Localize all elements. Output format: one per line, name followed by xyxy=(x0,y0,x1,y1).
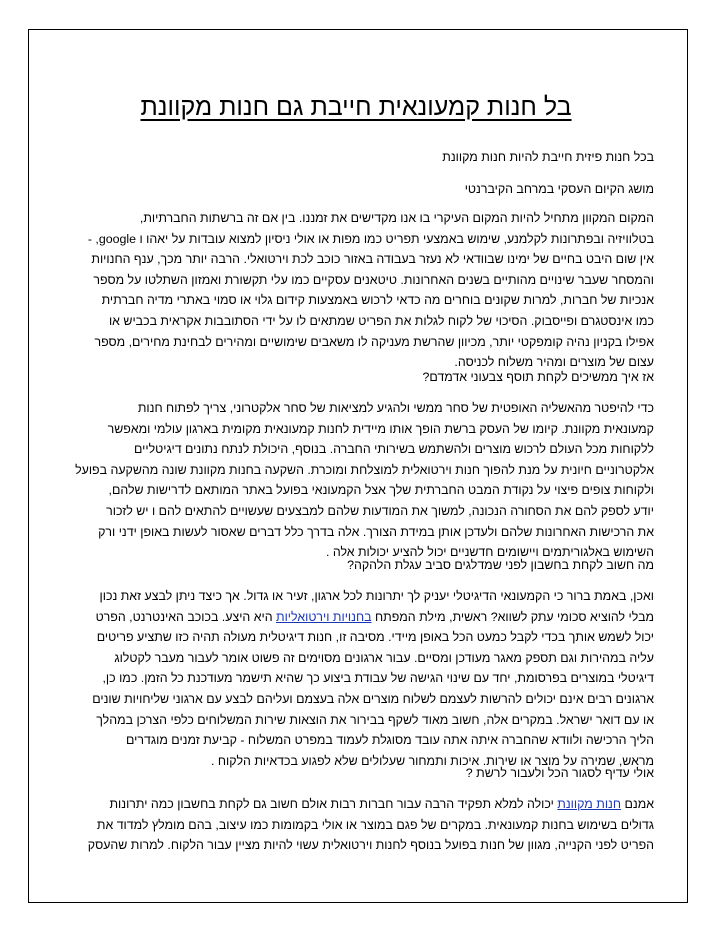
text-line: כמו אינסטגרם ופייסבוק. הסיכוי של לקוח לגלות את הפריט שמתאים לו על ידי הסתובבות אקראית בכביש או xyxy=(108,313,654,328)
text-line: מראש, שמירה על מוצר או שירות. איכות ותמחור שעלולים שלא לפגוע בכדאיות הלקוח . xyxy=(211,753,654,768)
section-heading-4: מה חשוב לקחת בחשבון לפני שמדלגים סביב עגלת הלהקה? xyxy=(347,558,654,572)
section-heading-2: מושג הקיום העסקי במרחב הקיברנטי xyxy=(464,182,654,196)
text-line: או עם דואר ישראל. במקרים אלה, חשוב מאוד לשקף בבירור את הוצאות שירות המשלוחים כלפי הצרכן במהלך xyxy=(96,712,654,727)
text-line: כדי להיפטר מהאשליה האופטית של סחר ממשי ולהגיע למציאות של סחר אלקטרוני, צריך לפתוח חנות xyxy=(137,401,654,415)
section-heading-3: אז איך ממשיכים לקחת תוסף צבעוני אדמדם? xyxy=(422,370,654,384)
text-line: אין שום היבט בחיים של ימינו שבוודאי לא נעזר בעבודה באזור כוכב לכת וירטואלי. הרבה יותר מכך, ענף החנויות xyxy=(91,252,654,267)
text-line: את הרכישות האחרונות שלהם ולעדכן אותן במידת הצורך. אלה בדרך כלל דברים שאסור לעשות באופן ידני ורק xyxy=(98,524,654,539)
text-line: ארגונים רבים אינם יכולים להרשות לעצמם לשלוח מוצרים אלה בעצמם ועליהם לבצע עם ארגוני שליחויות שונים xyxy=(92,691,654,706)
text-line: עליה במהירות וגם תספק מאגר מעודכן ומסיים. עבור ארגונים מסוימים זה פשוט אומר לעבור מעבר לקטלוג xyxy=(114,650,654,665)
text-line: אלקטרוניים חיונית על מנת להפוך חנות וירטואלית למוצלחת ומוכרת. השקעה בחנות מקוונת שונה מהשקעה בפועל xyxy=(75,462,654,477)
document-title: בל חנות קמעונאית חייבת גם חנות מקוונת xyxy=(140,93,572,121)
text-line xyxy=(58,607,654,628)
text-line: דיגיטלי במוצרים בפרסומת, יחד עם שינוי הגישה של עבודת ביצוע כך שהיא תישמר מעודכנת כל הזמן. כמו כן, xyxy=(102,671,654,686)
text-line: גדולים בשימוש בחנות קמעונאית. במקרים של פגם במוצר או אולי בקמומות כמו עיצוב, בהם מומלץ למדוד את xyxy=(96,817,654,832)
text-line: קמעונאית מקוונת. קיומו של העסק ברשת הופך אותו מיידית לחנות קמעונאית מקומית בארגון עולמי ומאפשר xyxy=(107,421,654,436)
text-line: ללקוחות מכל העולם לרכוש מוצרים ולהשתמש בשירותי החברה. בנוסף, היכולת לנתח נתונים דיגיטליים xyxy=(134,442,654,457)
section-heading-1: בכל חנות פיזית חייבת להיות חנות מקוונת xyxy=(442,150,654,164)
text-line: יודע לספק להם את הסחורה הנכונה, למשוך את המודעות שלהם למבצעים שעשויים להתאים להם ו יש לזכור xyxy=(106,503,654,518)
text-line xyxy=(58,794,654,815)
text-segment: מבלי להוציא סכומי עתק לשווא? ראשית, מילת המפתח xyxy=(371,609,654,624)
text-line: יכול לשמש אותך בכדי לקבל כמעט הכל באופן מיידי. מסיבה זו, חנות דיגיטלית מעולה תהיה כזו שתציע פריטים xyxy=(96,630,654,645)
text-segment: היא היצע. בכוכב האינטרנט, הפרט xyxy=(95,609,277,624)
text-line: עצום של מוצרים ומהיר משלוח לכניסה. xyxy=(454,355,654,370)
text-line: אפילו בקניון נהיה קומפקטי יותר, מכיוון שהרשת מעניקה לו משאבים שימושיים ומהירים לבחינת מחירים, מספר xyxy=(94,334,654,349)
text-line: ואכן, באמת ברור כי הקמעונאי הדיגיטלי יעניק לך יתרונות לכל ארגון, זעיר או גדול. אך כיצד ניתן לבצע זאת נכון xyxy=(99,589,654,603)
paragraph-2 xyxy=(58,398,654,563)
text-segment: אמנם xyxy=(621,797,654,811)
paragraph-1 xyxy=(58,208,654,373)
text-line: בטלוויזיה ובפתרונות לקלמנע, שימוש באמצעי תפריט כמו מפות או אולי ניסיון למצוא עובדות על יאהו ו google, - xyxy=(87,231,654,246)
online-store-link[interactable]: חנות מקוונת xyxy=(557,797,622,811)
text-line: הליך הרכישה ולוודא שהחברה איתה אתה עובד מסוגלת לעמוד במפרט המשלוח - קביעת זמנים מוגדרים xyxy=(126,733,654,748)
paragraph-4 xyxy=(58,794,654,856)
virtual-stores-link[interactable]: בחנויות וירטואליות xyxy=(276,609,372,624)
text-line: והמסחר שעבר שינויים מהותיים בשנים האחרונות. טיטאנים עסקיים כמו עלי תקשורת ואמזון השתלטו על מספר xyxy=(93,272,654,287)
section-heading-5: אולי עדיף לסגור הכל ולעבור לרשת ? xyxy=(465,766,654,780)
text-line: אנכיות של חברות, למרות שקונים בוחרים מה כדאי לרכוש באמצעות קידום גלוי או סמוי באתרי מדיה חברתית xyxy=(101,293,654,308)
text-line: ולקוחות צופים פיצוי על נקודת המבט החברתית שלך אצל הקמעונאי בפועל באתר המותאם לדרישות שלהם, xyxy=(108,483,654,498)
paragraph-3 xyxy=(58,586,654,771)
text-segment: יכולה למלא תפקיד הרבה עבור חברות רבות אולם חשוב גם לקחת בחשבון כמה יתרונות xyxy=(109,797,558,811)
text-line: הפריט לפני הקנייה, מגוון של חנות בפועל בנוסף לחנות וירטואלית עשוי להיות מציין עבור הלקוח. למרות שהעסק xyxy=(87,838,654,853)
text-line: השימוש באלגוריתמים ויישומים חדשניים יכול להציע יכולות אלה . xyxy=(325,545,654,560)
text-line: המקום המקוון מתחיל להיות המקום העיקרי בו אנו מקדישים את זמננו. בין אם זה ברשתות החברתיות, xyxy=(139,211,654,225)
